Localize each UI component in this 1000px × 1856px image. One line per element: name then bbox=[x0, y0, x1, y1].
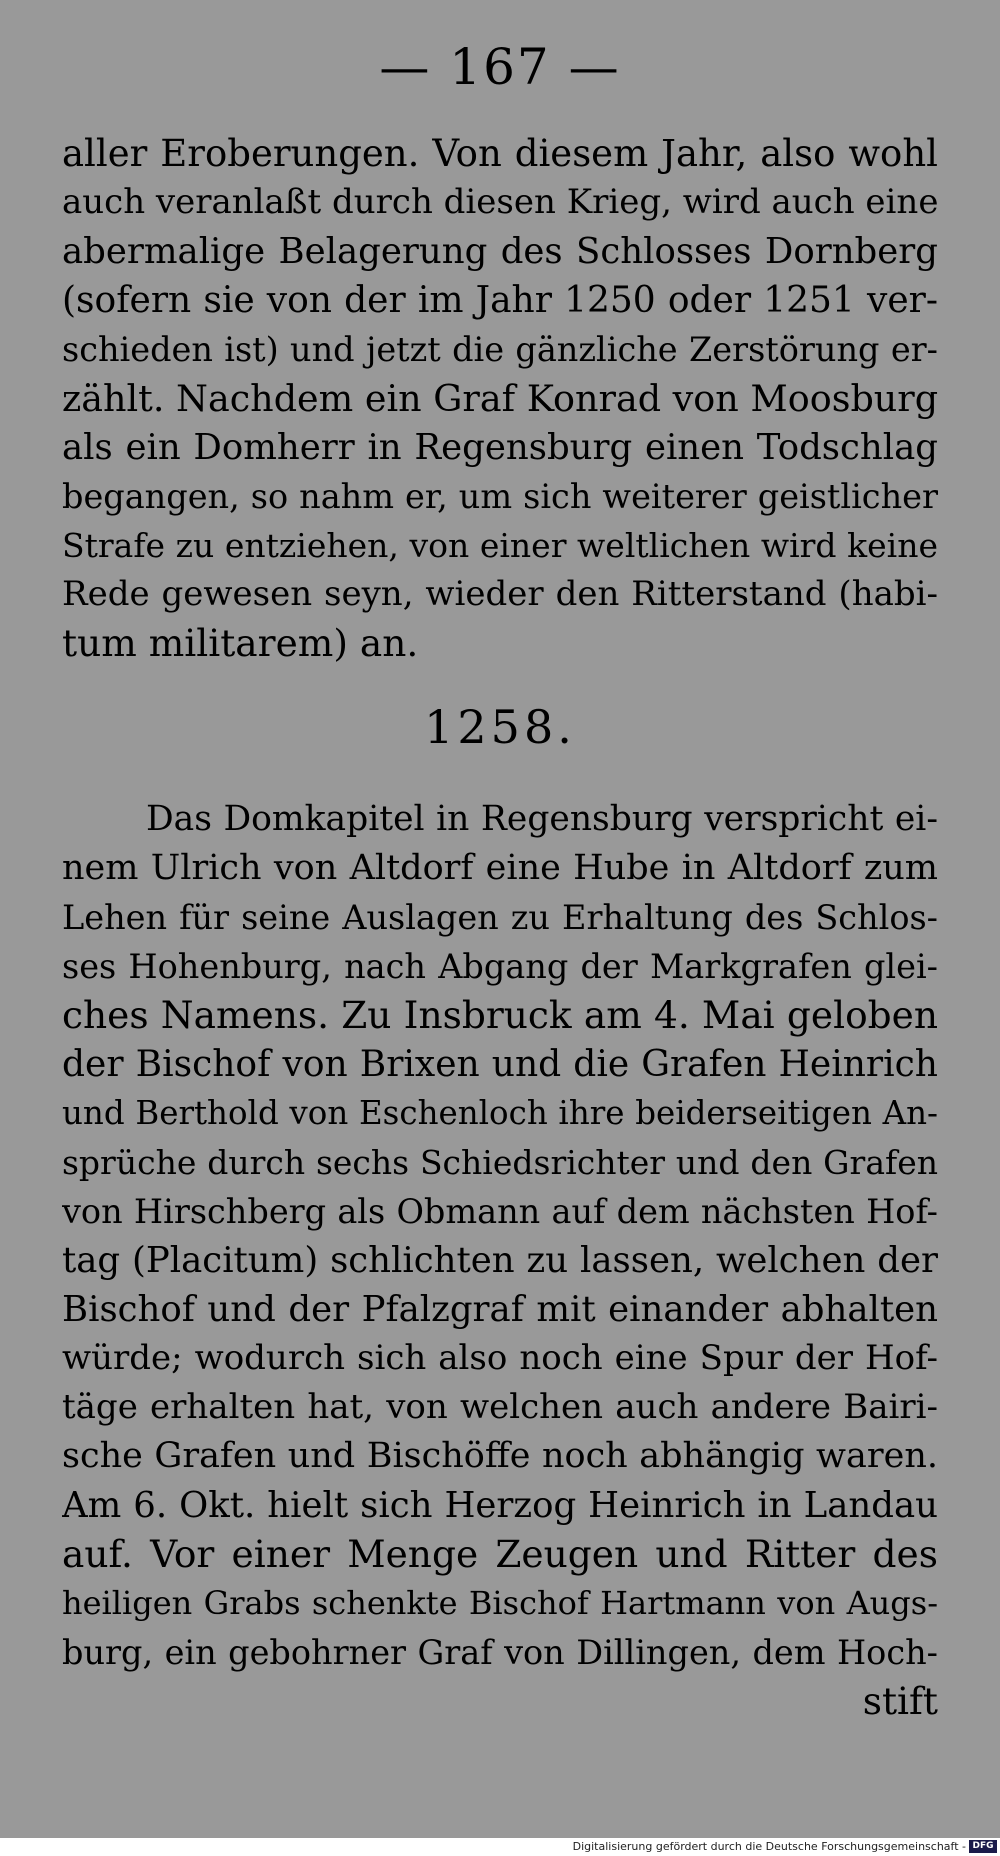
catchword: stift bbox=[862, 1679, 938, 1723]
text-line: sche Grafen und Bischöffe noch abhängig waren. bbox=[62, 1436, 938, 1476]
text-line: Lehen für seine Auslagen zu Erhaltung des Schlos- bbox=[62, 898, 938, 937]
text-line: Strafe zu entziehen, von einer weltlichen wird keine bbox=[62, 526, 938, 565]
text-line: schieden ist) und jetzt die gänzliche Zerstörung er- bbox=[62, 330, 938, 369]
text-line: täge erhalten hat, von welchen auch andere Bairi- bbox=[62, 1387, 938, 1427]
text-line: ses Hohenburg, nach Abgang der Markgrafen glei- bbox=[62, 947, 938, 986]
text-line: Das Domkapitel in Regensburg verspricht ei- bbox=[146, 799, 938, 839]
year-heading: 1258. bbox=[424, 700, 576, 754]
text-line: (sofern sie von der im Jahr 1250 oder 1251 ver- bbox=[62, 280, 938, 321]
text-line: tag (Placitum) schlichten zu lassen, welchen der bbox=[62, 1240, 938, 1281]
text-line: tum militarem) an. bbox=[62, 621, 419, 665]
text-line: zählt. Nachdem ein Graf Konrad von Moosburg bbox=[62, 377, 938, 420]
text-line: der Bischof von Brixen und die Grafen Heinrich bbox=[62, 1044, 938, 1085]
text-line: auf. Vor einer Menge Zeugen und Ritter des bbox=[62, 1532, 938, 1576]
text-line: als ein Domherr in Regensburg einen Todschlag bbox=[62, 427, 938, 468]
text-line: Am 6. Okt. hielt sich Herzog Heinrich in Landau bbox=[62, 1485, 938, 1526]
text-line: burg, ein gebohrner Graf von Dillingen, dem Hoch- bbox=[62, 1633, 938, 1672]
text-line: Rede gewesen seyn, wieder den Ritterstand (habi- bbox=[62, 574, 938, 614]
text-line: und Berthold von Eschenloch ihre beiderseitigen An- bbox=[62, 1094, 938, 1132]
text-line: aller Eroberungen. Von diesem Jahr, also wohl bbox=[62, 132, 938, 175]
text-line: auch veranlaßt durch diesen Krieg, wird auch eine bbox=[62, 182, 938, 222]
dfg-logo: DFG bbox=[969, 1840, 997, 1853]
page-number-header: — 167 — bbox=[379, 38, 621, 96]
text-line: ches Namens. Zu Insbruck am 4. Mai geloben bbox=[62, 993, 938, 1037]
paragraph-1 bbox=[62, 129, 938, 668]
text-line: würde; wodurch sich also noch eine Spur der Hof- bbox=[62, 1338, 938, 1378]
text-line: nem Ulrich von Altdorf eine Hube in Altdorf zum bbox=[62, 848, 938, 888]
funding-notice: Digitalisierung gefördert durch die Deutsche Forschungsgemeinschaft - bbox=[572, 1840, 966, 1853]
text-line: Bischof und der Pfalzgraf mit einander abhalten bbox=[62, 1289, 938, 1330]
paragraph-2 bbox=[62, 795, 938, 1726]
text-line: von Hirschberg als Obmann auf dem nächsten Hof- bbox=[62, 1192, 938, 1231]
text-line: heiligen Grabs schenkte Bischof Hartmann von Augs- bbox=[62, 1584, 938, 1622]
text-line: sprüche durch sechs Schiedsrichter und den Grafen bbox=[62, 1143, 938, 1182]
digitization-footer bbox=[0, 1838, 1000, 1856]
text-line: abermalige Belagerung des Schlosses Dornberg bbox=[62, 231, 938, 272]
text-line: begangen, so nahm er, um sich weiterer geistlicher bbox=[62, 477, 938, 516]
